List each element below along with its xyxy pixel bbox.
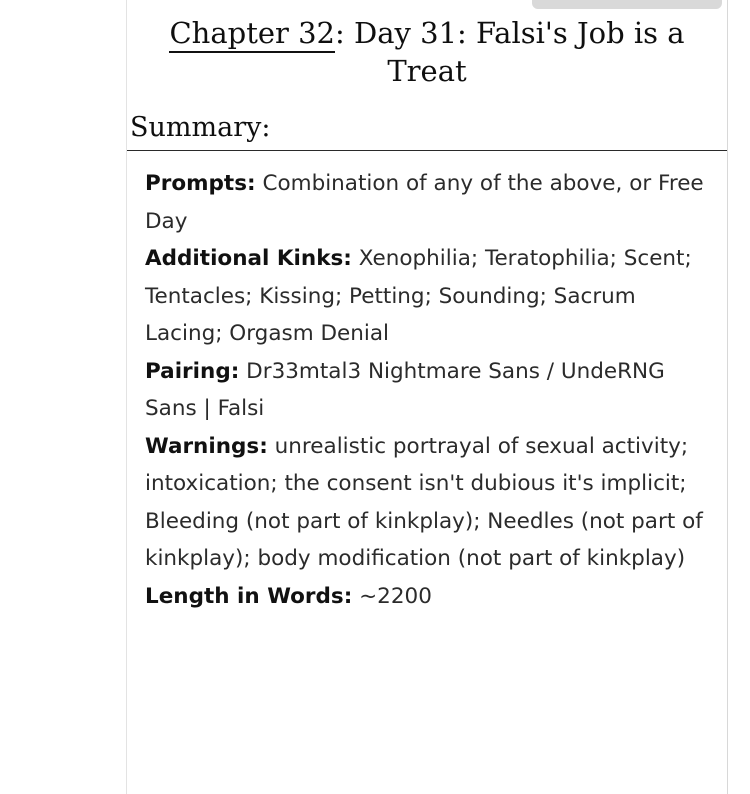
field-value-additional-kinks: Xenophilia; Teratophilia; Scent; Tentacles; Kissing; Petting; Sounding; Sacrum Lacing; Orgasm Denial — [145, 246, 692, 346]
page-title — [143, 14, 711, 90]
chapter-separator: : — [335, 16, 354, 50]
chapter-title-text: Day 31: Falsi's Job is a Treat — [354, 16, 685, 88]
summary-field-pairing — [145, 353, 705, 428]
page-content — [127, 0, 727, 794]
summary-body — [145, 165, 705, 615]
field-value-warnings: unrealistic portrayal of sexual activity; intoxication; the consent isn't dubious it's implicit; Bleeding (not part of kinkplay); Needles (not part of kinkplay); body modification (not part of kinkplay) — [145, 433, 703, 571]
summary-field-length-in-words — [145, 578, 705, 616]
right-page-margin — [728, 0, 750, 794]
summary-heading: Summary: — [127, 112, 727, 151]
field-value-length-in-words: ~2200 — [359, 583, 432, 609]
field-label-prompts: Prompts: — [145, 171, 256, 196]
field-label-warnings: Warnings: — [145, 433, 268, 459]
summary-field-additional-kinks — [145, 240, 705, 353]
field-value-pairing: Dr33mtal3 Nightmare Sans / UndeRNG Sans | Falsi — [145, 358, 665, 421]
summary-field-warnings — [145, 428, 705, 578]
field-label-pairing: Pairing: — [145, 358, 240, 384]
field-value-prompts: Combination of any of the above, or Free Day — [145, 171, 704, 234]
right-margin-rule — [727, 0, 728, 794]
field-label-additional-kinks: Additional Kinks: — [145, 246, 352, 271]
left-page-margin — [0, 0, 126, 794]
chapter-number: Chapter 32 — [169, 16, 335, 53]
summary-field-prompts — [145, 165, 705, 240]
field-label-length-in-words: Length in Words: — [145, 583, 353, 609]
